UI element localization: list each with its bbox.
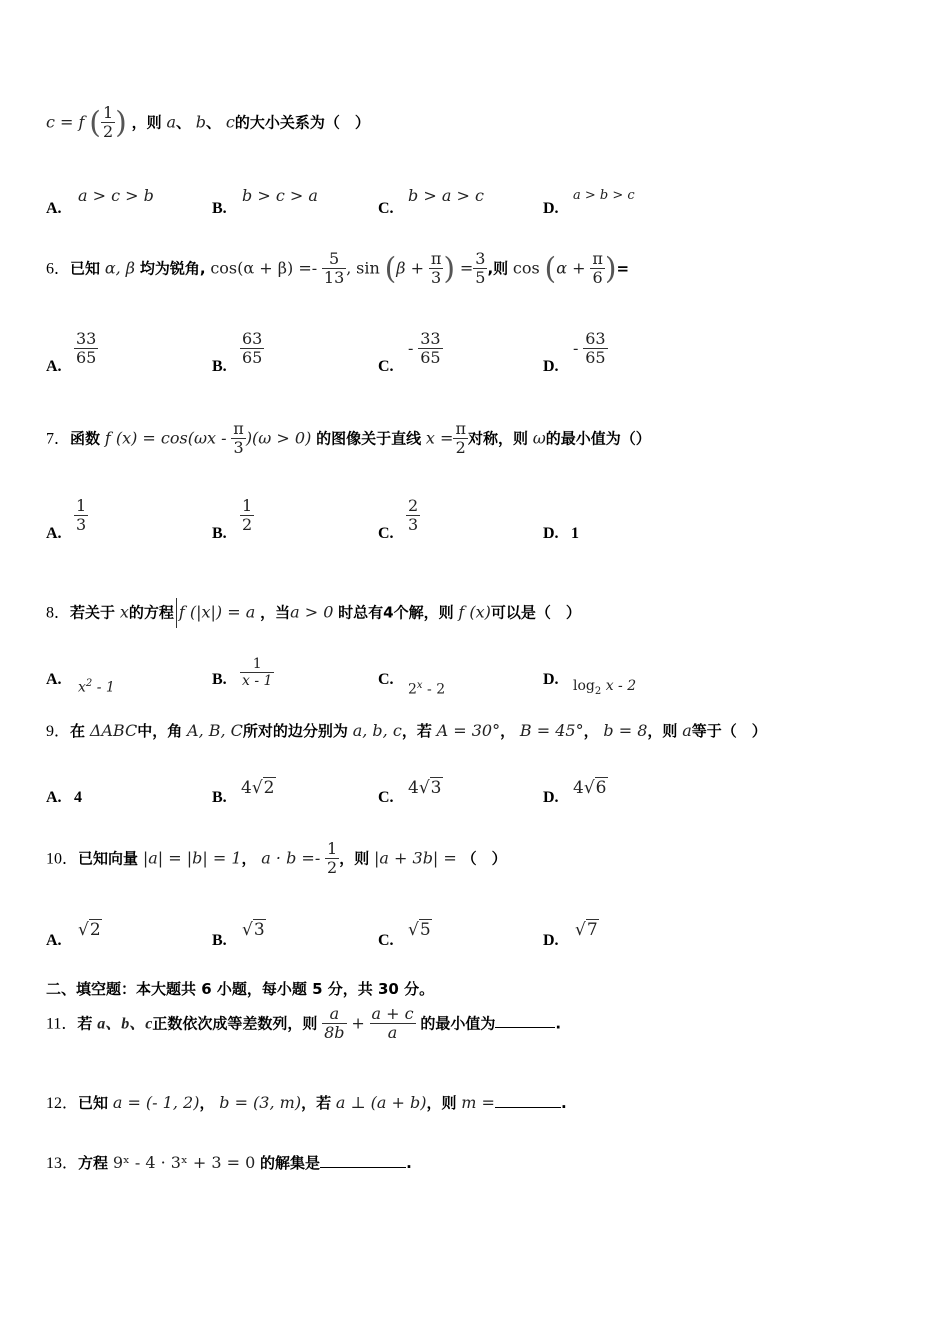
q10-option-c: √5 — [408, 920, 431, 940]
q7-option-a: $\frac{1}{3}$ — [76, 496, 87, 535]
q8-option-c-label[interactable]: C. — [378, 671, 394, 688]
q10-option-d: √7 — [575, 920, 598, 940]
q12-number: 12． — [46, 1095, 79, 1112]
q10-option-c-label[interactable]: C. — [378, 932, 394, 949]
q6-number: 6． — [46, 260, 71, 278]
q8-number: 8． — [46, 604, 71, 622]
q9-number: 9． — [46, 723, 71, 740]
q8-stem: 8．若关于 x的方程 f (|x|) = a ，当a > 0 时总有4个解，则 f (x)可以是（ ） — [46, 598, 910, 628]
q8-option-b: $\frac{1}{x - 1}$ — [242, 656, 273, 690]
q13-stem: 13．方程 9ˣ - 4 · 3ˣ + 3 = 0 的解集是 . — [46, 1153, 412, 1172]
q10-option-d-label[interactable]: D. — [543, 932, 559, 949]
q8-option-c: 2$^x$ - 2 — [408, 680, 446, 698]
q8-option-d-label[interactable]: D. — [543, 671, 559, 688]
q6-option-a-label[interactable]: A. — [46, 358, 62, 375]
q7-option-b-label[interactable]: B. — [212, 525, 227, 542]
q12-answer-blank[interactable] — [495, 1095, 561, 1108]
q5-option-d-label[interactable]: D. — [543, 200, 559, 217]
q9-option-b-label[interactable]: B. — [212, 789, 227, 806]
q6-stem: 6．已知 α, β 均为锐角, cos(α + β) =- $\frac{5}{13}$ , sin (β + $\frac{\pi}{3}$ ) = $\frac{3}{5}$ ,则 cos (α + $\frac{\pi}{6}$ )= — [46, 249, 630, 288]
q6-option-d-label[interactable]: D. — [543, 358, 559, 375]
q5-stem: c = f ( $\frac{1}{2}$ ) ，则 a、 b、 c的大小关系为（ ） — [46, 103, 370, 142]
q9-option-c: 4√3 — [408, 778, 442, 798]
q7-option-d-label[interactable]: D. — [543, 525, 559, 542]
q6-option-c-label[interactable]: C. — [378, 358, 394, 375]
q7-option-a-label[interactable]: A. — [46, 525, 62, 542]
q7-number: 7． — [46, 430, 71, 448]
q5-option-d: a > b > c — [573, 188, 635, 203]
q10-stem: 10．已知向量 |a| = |b| = 1， a · b =- $\frac{1}{2}$ ，则 |a + 3b| = （ ） — [46, 839, 507, 878]
q9-option-b: 4√2 — [241, 778, 275, 798]
q7-option-d: 1 — [571, 525, 579, 542]
q10-number: 10． — [46, 850, 79, 868]
q8-option-a: $x^2 - 1$ — [78, 678, 115, 696]
q6-option-c: - $\frac{33}{65}$ — [408, 329, 441, 368]
q6-option-a: $\frac{33}{65}$ — [76, 329, 97, 368]
q8-option-a-label[interactable]: A. — [46, 671, 62, 688]
q9-option-a: 4 — [74, 789, 82, 806]
q5-option-c: b > a > c — [408, 186, 484, 205]
section-2-heading: 二、填空题：本大题共 6 小题，每小题 5 分，共 30 分。 — [46, 980, 435, 998]
q13-answer-blank[interactable] — [320, 1155, 406, 1168]
q10-option-a: √2 — [78, 920, 101, 940]
q11-number: 11． — [46, 1015, 78, 1033]
q13-number: 13． — [46, 1155, 79, 1172]
q10-option-b-label[interactable]: B. — [212, 932, 227, 949]
q6-option-b: $\frac{63}{65}$ — [242, 329, 263, 368]
q12-stem: 12．已知 a = (- 1, 2)， b = (3, m)，若 a ⊥ (a + b)，则 m = . — [46, 1093, 567, 1112]
q5-option-c-label[interactable]: C. — [378, 200, 394, 217]
q7-stem: 7．函数 f (x) = cos(ωx - $\frac{\pi}{3}$ )(ω > 0) 的图像关于直线 x = $\frac{\pi}{2}$ 对称，则 ω的最小值为（） — [46, 419, 651, 458]
q5-lhs: c = f — [46, 112, 85, 132]
q10-option-b: √3 — [242, 920, 265, 940]
q11-answer-blank[interactable] — [495, 1015, 555, 1028]
q6-option-d: - $\frac{63}{65}$ — [573, 329, 606, 368]
q9-option-d-label[interactable]: D. — [543, 789, 559, 806]
q7-option-c-label[interactable]: C. — [378, 525, 394, 542]
q6-option-b-label[interactable]: B. — [212, 358, 227, 375]
q9-option-a-label[interactable]: A. — [46, 789, 62, 806]
q7-option-c: $\frac{2}{3}$ — [408, 496, 419, 535]
q10-option-a-label[interactable]: A. — [46, 932, 62, 949]
q11-stem: 11．若 a、b、c正数依次成等差数列，则 $\frac{a}{8b}$ + $\frac{a + c}{a}$ 的最小值为 . — [46, 1004, 562, 1043]
q7-option-b: $\frac{1}{2}$ — [242, 496, 253, 535]
q5-option-a: a > c > b — [78, 186, 154, 205]
q9-option-d: 4√6 — [573, 778, 607, 798]
q5-option-b-label[interactable]: B. — [212, 200, 227, 217]
q5-option-b: b > c > a — [242, 186, 318, 205]
q8-option-d: $\log_2 x - 2$ — [573, 678, 637, 697]
q5-frac: $\frac{1}{2}$ — [102, 103, 114, 142]
q5-option-a-label[interactable]: A. — [46, 200, 62, 217]
q9-stem: 9．在 ΔABC中，角 A, B, C所对的边分别为 a, b, c，若 A = 30°， B = 45°， b = 8，则 a等于（ ） — [46, 721, 767, 740]
q9-option-c-label[interactable]: C. — [378, 789, 394, 806]
q8-option-b-label[interactable]: B. — [212, 671, 227, 688]
